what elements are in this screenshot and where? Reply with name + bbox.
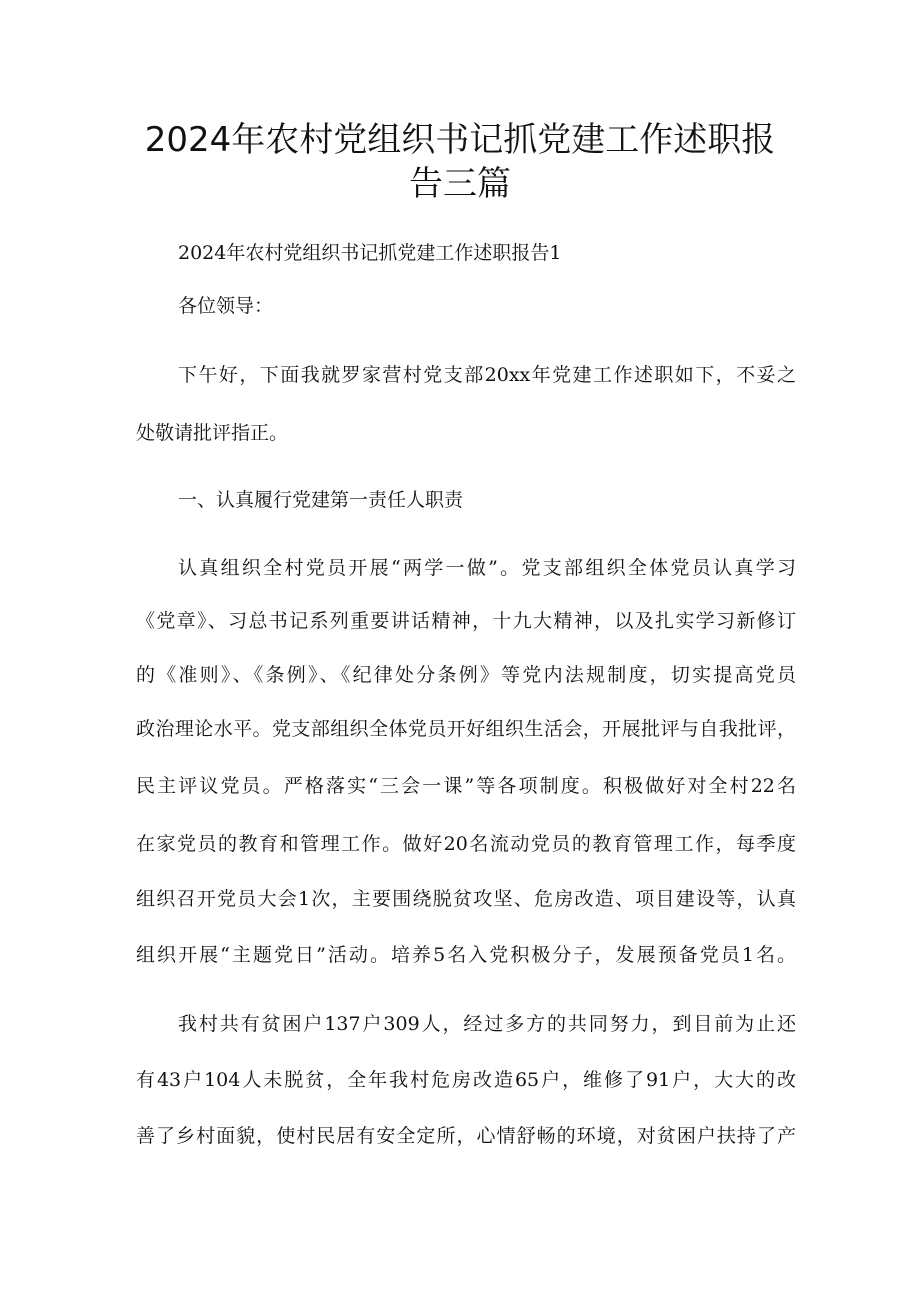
paragraph-line: 下午好，下面我就罗家营村党支部20xx年党建工作述职如下，不妥之	[178, 364, 796, 386]
paragraph-line: 《党章》、习总书记系列重要讲话精神，十九大精神，以及扎实学习新修订	[136, 610, 796, 632]
document-title-line-1: 2024年农村党组织书记抓党建工作述职报	[144, 120, 776, 160]
paragraph-line: 民主评议党员。严格落实“三会一课”等各项制度。积极做好对全村22名	[136, 775, 796, 797]
paragraph-line: 认真组织全村党员开展“两学一做”。党支部组织全体党员认真学习	[178, 557, 796, 579]
document-title-line-2: 告三篇	[409, 164, 511, 204]
paragraph-line: 处敬请批评指正。	[136, 422, 289, 444]
paragraph-line: 在家党员的教育和管理工作。做好20名流动党员的教育管理工作，每季度	[136, 833, 796, 855]
paragraph-line: 我村共有贫困户137户309人，经过多方的共同努力，到目前为止还	[178, 1013, 796, 1035]
section-heading: 一、认真履行党建第一责任人职责	[178, 489, 464, 511]
salutation: 各位领导：	[178, 295, 274, 317]
paragraph-line: 善了乡村面貌，使村民居有安全定所，心情舒畅的环境，对贫困户扶持了产	[136, 1125, 796, 1147]
paragraph-line: 组织开展“主题党日”活动。培养5名入党积极分子，发展预备党员1名。	[136, 944, 796, 966]
paragraph-line: 的《准则》、《条例》、《纪律处分条例》等党内法规制度，切实提高党员	[136, 664, 796, 686]
paragraph-line: 有43户104人未脱贫，全年我村危房改造65户，维修了91户，大大的改	[136, 1069, 796, 1091]
paragraph-line: 组织召开党员大会1次，主要围绕脱贫攻坚、危房改造、项目建设等，认真	[136, 888, 796, 910]
section-subtitle: 2024年农村党组织书记抓党建工作述职报告1	[178, 242, 562, 264]
paragraph-line: 政治理论水平。党支部组织全体党员开好组织生活会，开展批评与自我批评，	[136, 718, 796, 740]
